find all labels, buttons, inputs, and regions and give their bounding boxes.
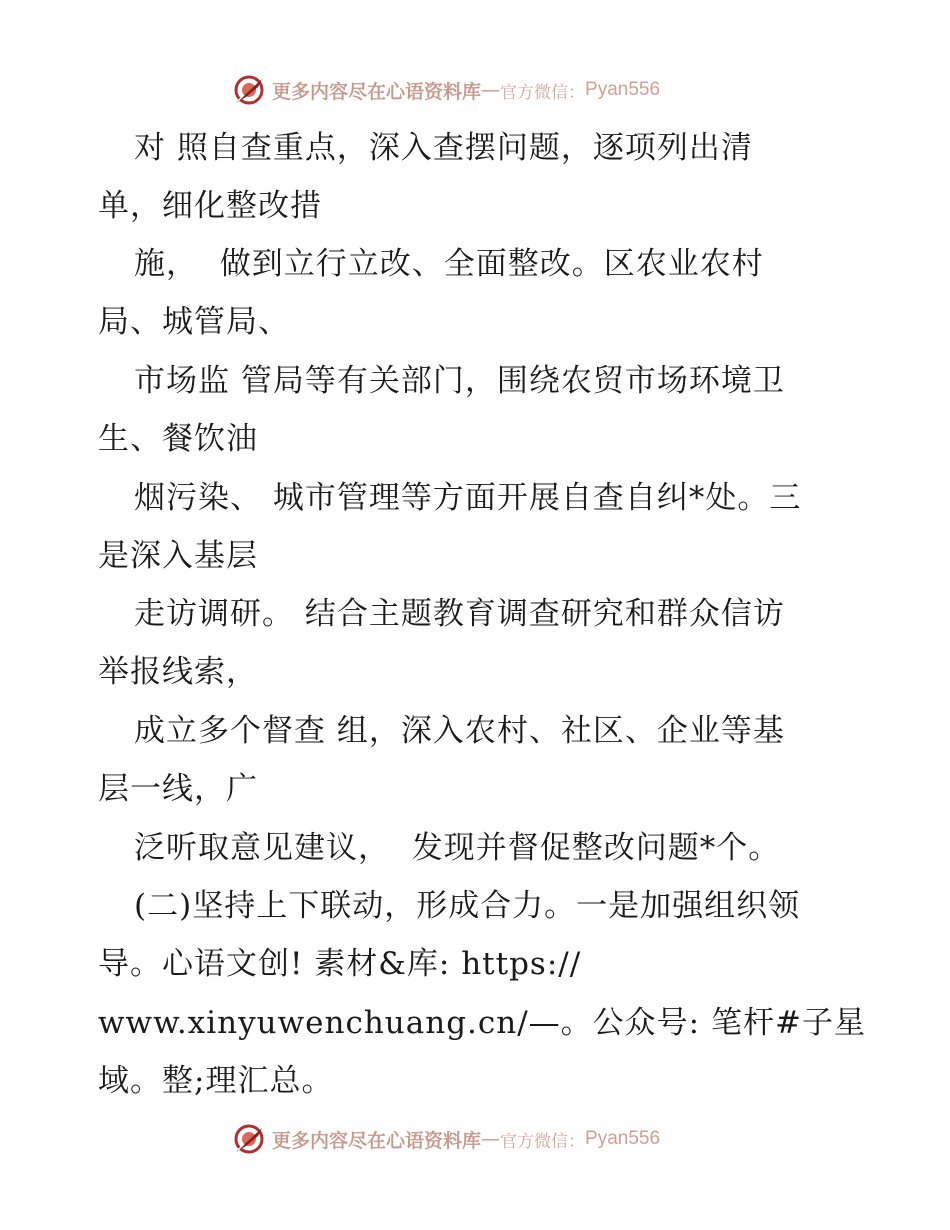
banner-wechat-label: 官方微信： bbox=[500, 82, 586, 103]
body-line: 施， 做到立行立改、全面整改。区农业农村 bbox=[134, 246, 764, 282]
body-line: 生、餐饮油 bbox=[98, 421, 258, 457]
banner-main-text: 更多内容尽在心语资料库 bbox=[272, 1129, 482, 1152]
quill-pen-logo-icon bbox=[232, 1122, 266, 1156]
body-line: www.xinyuwenchuang.cn/—。公众号: 笔杆#子星 bbox=[98, 1005, 866, 1041]
body-line: 市场监 管局等有关部门，围绕农贸市场环境卫 bbox=[134, 363, 785, 399]
body-line: 域。整;理汇总。 bbox=[98, 1063, 334, 1099]
header-banner bbox=[232, 71, 660, 109]
body-line: 举报线索， bbox=[98, 654, 258, 690]
body-line: 烟污染、 城市管理等方面开展自查自纠*处。三 bbox=[134, 480, 802, 516]
body-line: 局、城管局、 bbox=[98, 304, 290, 340]
body-line: 走访调研。 结合主题教育调查研究和群众信访 bbox=[134, 596, 785, 632]
body-line: 对 照自查重点，深入查摆问题，逐项列出清 bbox=[134, 130, 753, 166]
quill-pen-logo-icon bbox=[232, 73, 266, 107]
banner-wechat-id: Pyan556 bbox=[585, 79, 661, 100]
body-line: 是深入基层 bbox=[98, 538, 258, 574]
banner-wechat-id: Pyan556 bbox=[585, 1128, 661, 1149]
banner-separator: — bbox=[481, 79, 501, 101]
section-heading-line: (二)坚持上下联动，形成合力。一是加强组织领 bbox=[134, 888, 801, 924]
banner-wechat-label: 官方微信： bbox=[500, 1131, 586, 1152]
body-line: 成立多个督查 组，深入农村、社区、企业等基 bbox=[134, 713, 785, 749]
body-line: 层一线，广 bbox=[98, 771, 258, 807]
footer-banner bbox=[232, 1120, 660, 1158]
body-line: 泛听取意见建议， 发现并督促整改问题*个。 bbox=[134, 830, 781, 866]
body-line: 导。心语文创! 素材&库: https:// bbox=[98, 946, 582, 982]
banner-separator: — bbox=[481, 1128, 501, 1150]
banner-main-text: 更多内容尽在心语资料库 bbox=[272, 80, 482, 103]
body-line: 单，细化整改措 bbox=[98, 188, 322, 224]
